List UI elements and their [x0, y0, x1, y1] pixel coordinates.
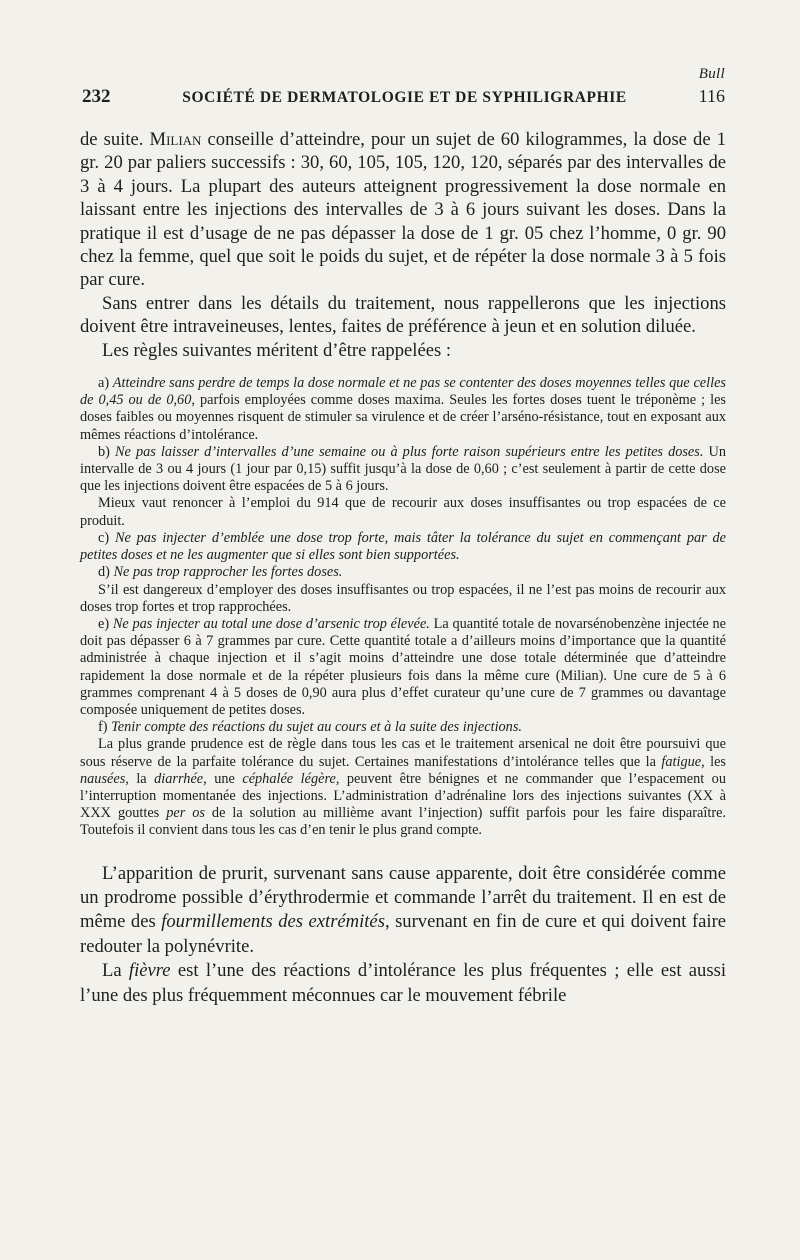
text-run: , survenant en fin de cure et qui doivent faire redouter la polynévrite.	[80, 911, 727, 957]
rule-label: b)	[98, 443, 115, 460]
italic-term: nausées	[80, 770, 126, 787]
text-run: , peuvent être bénignes et ne commander que l’espacement ou l’interruption momentanée des injections. L’administration d’adrénaline lors des injections suivantes (XX à XXX gouttes	[80, 770, 726, 822]
rule-f	[80, 719, 726, 736]
paragraph-prurit	[80, 862, 726, 960]
rule-heading: Ne pas injecter au total une dose d’arsenic trop élevée.	[112, 615, 430, 632]
rule-label: d)	[98, 564, 114, 581]
italic-term: per os	[166, 805, 205, 822]
rule-c	[80, 530, 726, 564]
rules-section	[80, 375, 726, 839]
author-name: Milian	[149, 129, 202, 150]
text-run: , une	[203, 770, 243, 787]
paragraph-fievre	[80, 959, 726, 1008]
italic-term: fourmillements des extrémités	[161, 911, 385, 933]
rule-text: parfois employées comme doses maxima. Seules les fortes doses tuent le tréponème ; les doses faibles ou moyennes risquent de stimuler sa virulence et de créer l’arséno-résistance, tout en exposant aux mêmes réactions d’intolérance.	[80, 392, 726, 443]
rule-text: Un intervalle de 3 ou 4 jours (1 jour par 0,15) suffit jusqu’à la dose de 0,60 ; c’est seulement à partir de cette dose que les injections doivent être espacées de 5 à 6 jours.	[80, 443, 726, 495]
rule-label: c)	[98, 529, 115, 546]
text-run: de la solution au millième avant l’injection) suffit parfois pour les faire disparaître. Toutefois il convient dans tous les cas d’en tenir le plus grand compte.	[80, 805, 727, 839]
text-run: de suite.	[80, 129, 150, 150]
rule-label: f)	[98, 719, 112, 736]
italic-term: diarrhée	[154, 770, 204, 787]
rule-f-note	[80, 736, 726, 839]
rule-a	[80, 375, 726, 444]
bull-annotation: Bull	[698, 66, 725, 82]
folio-number: 116	[698, 86, 725, 106]
text-run: La	[102, 960, 129, 982]
rule-d	[80, 564, 726, 581]
rule-heading: Tenir compte des réactions du sujet au cours et à la suite des injections.	[111, 719, 522, 736]
rule-e	[80, 616, 726, 719]
page-number: 232	[82, 86, 111, 107]
rule-heading: Ne pas trop rapprocher les fortes doses.	[113, 564, 343, 581]
text-run: conseille d’atteindre, pour un sujet de 60 kilogrammes, la dose de 1 gr. 20 par paliers successifs : 30, 60, 105, 105, 120, 120, séparés par des intervalles de 3 à 4 jours. La plupart des auteurs atteignent progressivement la dose normale en laissant entre les injections des intervalles de 3 à 6 jours suivant les doses. Dans la pratique il est d’usage de ne pas dépasser la dose de 1 gr. 05 chez l’homme, 0 gr. 90 chez la femme, quel que soit le poids du sujet, et de répéter la dose normale 3 à 5 fois par cure.	[80, 129, 726, 291]
text-run: , les	[701, 753, 726, 770]
intro-section	[80, 128, 726, 362]
text-run: L’apparition de prurit, survenant sans cause apparente, doit être considérée comme un prodrome possible d’érythrodermie et commande l’arrêt du traitement. Il en est de même des	[80, 862, 726, 933]
page-header	[82, 86, 725, 108]
text-run: est l’une des réactions d’intolérance les plus fréquentes ; elle est aussi l’une des plus fréquemment méconnues car le mouvement fébrile	[80, 960, 726, 1006]
rule-label: a)	[98, 375, 113, 392]
rule-d-note: S’il est dangereux d’employer des doses insuffisantes ou trop espacées, il ne l’est pas moins de recourir aux doses trop fortes et trop rapprochées.	[80, 581, 726, 615]
italic-term: fatigue	[661, 753, 702, 770]
italic-term: fièvre	[128, 960, 171, 982]
italic-term: céphalée légère	[242, 770, 336, 787]
text-run: , la	[125, 770, 155, 787]
paragraph-rules-intro: Les règles suivantes méritent d’être rappelées :	[102, 339, 452, 361]
rule-label: e)	[98, 615, 113, 632]
rule-heading: Ne pas laisser d’intervalles d’une semaine ou à plus forte raison supérieurs entre les petites doses.	[115, 443, 704, 460]
rule-b-note: Mieux vaut renoncer à l’emploi du 914 que de recourir aux doses insuffisantes ou trop espacées de ce produit.	[80, 495, 726, 529]
page-body	[80, 128, 726, 1008]
text-run: La plus grande prudence est de règle dans tous les cas et le traitement arsenical ne doit être poursuivi que sous réserve de la parfaite tolérance du sujet. Certaines manifestations d’intolérance telles que la	[80, 736, 726, 770]
paragraph-dosage	[80, 128, 726, 292]
rule-text: La quantité totale de novarsénobenzène injectée ne doit pas dépasser 6 à 7 grammes par cure. Cette quantité totale a d’ailleurs moins d’importance que la quantité administrée à chaque injection et il s’agit moins d’atteindre une dose totale déterminée que d’atteindre rapidement la dose normale et de la répéter plusieurs fois dans la même cure (Milian). Une cure de 5 à 6 grammes comprenant 4 à 5 doses de 0,90 aura plus d’effet curateur qu’une cure de 7 grammes ou davantage composée uniquement de petites doses.	[80, 615, 726, 718]
closing-section	[80, 862, 726, 1008]
rule-heading: Atteindre sans perdre de temps la dose normale et ne pas se contenter des doses moyennes telles que celles de 0,45 ou de 0,60,	[80, 375, 726, 409]
rule-heading: Ne pas injecter d’emblée une dose trop forte, mais tâter la tolérance du sujet en commençant par de petites doses et ne les augmenter que si elles sont bien supportées.	[80, 529, 726, 564]
running-head: SOCIÉTÉ DE DERMATOLOGIE ET DE SYPHILIGRAPHIE	[182, 89, 627, 106]
rule-b	[80, 444, 726, 496]
paragraph-injections: Sans entrer dans les détails du traitement, nous rappellerons que les injections doivent être intraveineuses, lentes, faites de préférence à jeun et en solution diluée.	[80, 292, 726, 338]
